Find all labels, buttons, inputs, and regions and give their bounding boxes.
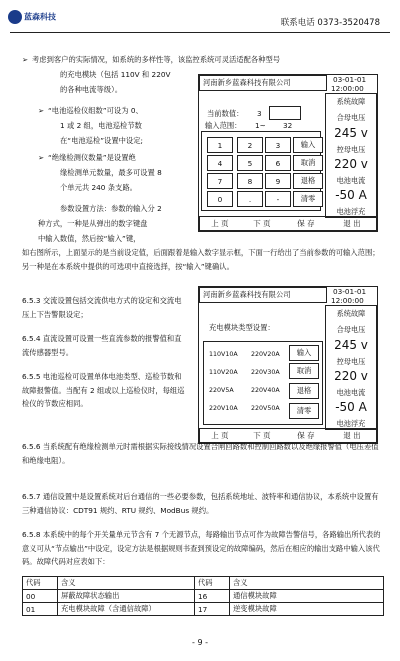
bullet-1-line-1: ➢ “电池巡检仪组数”可设为 0、 bbox=[38, 104, 143, 118]
control-voltage-value: 220 v bbox=[334, 157, 368, 171]
table-cell: 屏蔽故障状态输出 bbox=[58, 590, 195, 603]
key-6[interactable]: 6 bbox=[265, 155, 291, 171]
table-header-cell: 代码 bbox=[23, 577, 58, 590]
option-110v20a[interactable]: 110V20A bbox=[209, 369, 238, 376]
section-6-5-6: 6.5.6 当系统配有绝缘检测单元时需根据实际接线情况设置合闸回路数和控制回路数以及绝缘报警值（电压差值和绝缘电阻）。 bbox=[22, 442, 379, 465]
table-cell: 逆变模块故障 bbox=[230, 603, 384, 616]
method-line-1: 参数设置方法：参数的输入分 2 bbox=[60, 204, 162, 213]
option-110v10a[interactable]: 110V10A bbox=[209, 351, 238, 358]
backspace-button[interactable]: 退格 bbox=[293, 173, 323, 189]
section-6-5-8: 6.5.8 本系统中的每个开关量单元节含有 7 个无源节点，每路输出节点可作为故障告警信号，各路输出所代表的意义可从“节点输出”中设定，设定方法是根据规则书查到预设定的故障编码，然后在相应的输出支路中输入该代码。故障代码对应表如下： bbox=[22, 530, 381, 566]
panel-date: 03-01-01 bbox=[333, 287, 367, 296]
key-1[interactable]: 1 bbox=[207, 137, 233, 153]
key-9[interactable]: 9 bbox=[265, 173, 291, 189]
bullet-2-line-1: ➢ “绝缘检测仪数量”是设置绝 bbox=[38, 151, 136, 165]
bullet-2-line-3: 个单元共 240 条支路。 bbox=[60, 183, 137, 192]
bus-voltage-value: 245 v bbox=[334, 126, 368, 140]
panel-time: 12:00:00 bbox=[331, 296, 364, 305]
bullet-2-line-2: 缘检测单元数量，最多可设置 8 bbox=[60, 168, 162, 177]
battery-float-label: 电池浮充 bbox=[336, 419, 366, 428]
exit-key[interactable]: 退 出 bbox=[343, 431, 361, 440]
option-220v20a[interactable]: 220V20A bbox=[251, 351, 280, 358]
company-logo bbox=[8, 10, 56, 24]
intro-line-3: 的各种电流等级）。 bbox=[60, 85, 123, 94]
panel-time: 12:00:00 bbox=[331, 84, 364, 93]
option-220v30a[interactable]: 220V30A bbox=[251, 369, 280, 376]
table-header-cell: 代码 bbox=[195, 577, 230, 590]
prev-page-key[interactable]: 上 页 bbox=[211, 219, 229, 228]
clear-button[interactable]: 清零 bbox=[293, 191, 323, 207]
intro-line-2: 的充电模块（包括 110V 和 220V bbox=[60, 70, 171, 79]
logo-text: 蓝森科技 bbox=[24, 12, 56, 22]
current-value: 3 bbox=[257, 109, 262, 118]
section-6-5-7: 6.5.7 通信设置中是设置系统对后台通信的一些必要参数，包括系统地址、波特率和通信协议，本系统中设置有三种通信协议：CDT91 规约、RTU 规约、ModBus 规约。 bbox=[22, 492, 379, 515]
table-header-cell: 含义 bbox=[230, 577, 384, 590]
page-header bbox=[0, 0, 400, 36]
system-fault-label: 系统故障 bbox=[336, 309, 366, 318]
key-0[interactable]: 0 bbox=[207, 191, 233, 207]
battery-float-label: 电池浮充 bbox=[336, 207, 366, 216]
paragraph-input-methods: 如右图所示，上面显示的是当前设定值，后面跟着是输入数字显示框，下面一行给出了当前参数的可输入范围；另一种是在本系统中提供的可选项中直接选择，按“输入”键确认。 bbox=[22, 248, 380, 271]
next-page-key[interactable]: 下 页 bbox=[253, 219, 271, 228]
contact-phone: 联系电话 0373-3520478 bbox=[280, 18, 380, 28]
save-key[interactable]: 保 存 bbox=[297, 219, 315, 228]
battery-current-value: -50 A bbox=[335, 188, 367, 202]
key-4[interactable]: 4 bbox=[207, 155, 233, 171]
option-220v10a[interactable]: 220V10A bbox=[209, 405, 238, 412]
cancel-button[interactable]: 取消 bbox=[293, 155, 323, 171]
option-220v40a[interactable]: 220V40A bbox=[251, 387, 280, 394]
save-key[interactable]: 保 存 bbox=[297, 431, 315, 440]
control-voltage-label: 控母电压 bbox=[336, 145, 366, 154]
enter-button[interactable]: 输入 bbox=[289, 345, 319, 361]
bullet-arrow-icon: ➢ bbox=[38, 106, 45, 115]
range-label: 输入范围： bbox=[205, 121, 242, 130]
bus-voltage-value: 245 v bbox=[334, 338, 368, 352]
table-cell: 00 bbox=[23, 590, 58, 603]
section-6-5-4: 6.5.4 直流设置可设置一些直流参数的报警值和直流传感器型号。 bbox=[22, 334, 182, 357]
table-header-cell: 含义 bbox=[58, 577, 195, 590]
battery-current-label: 电池电流 bbox=[336, 176, 366, 185]
table-cell: 01 bbox=[23, 603, 58, 616]
prev-page-key[interactable]: 上 页 bbox=[211, 431, 229, 440]
key-2[interactable]: 2 bbox=[237, 137, 263, 153]
key-8[interactable]: 8 bbox=[237, 173, 263, 189]
page-number: - 9 - bbox=[192, 638, 208, 647]
table-cell: 通信模块故障 bbox=[230, 590, 384, 603]
battery-current-value: -50 A bbox=[335, 400, 367, 414]
control-voltage-label: 控母电压 bbox=[336, 357, 366, 366]
section-6-5-3: 6.5.3 交流设置包括交流供电方式的设定和交流电压上下告警限设定； bbox=[22, 296, 182, 319]
table-row bbox=[23, 590, 384, 603]
battery-current-label: 电池电流 bbox=[336, 388, 366, 397]
keypad-panel bbox=[198, 74, 378, 232]
next-page-key[interactable]: 下 页 bbox=[253, 431, 271, 440]
range-max: 32 bbox=[283, 121, 293, 130]
intro-line-1: ➢ 考虑到客户的实际情况，如系统的多样性等，该监控系统可灵活适配各种型号 bbox=[22, 53, 392, 67]
option-220v5a[interactable]: 220V5A bbox=[209, 387, 234, 394]
key-7[interactable]: 7 bbox=[207, 173, 233, 189]
value-input[interactable] bbox=[269, 106, 301, 120]
table-row bbox=[23, 603, 384, 616]
method-line-2: 种方式，一种是从弹出的数字键盘 bbox=[38, 219, 148, 228]
table-cell: 17 bbox=[195, 603, 230, 616]
bullet-1-line-3: 在“电池巡检”设置中设定; bbox=[60, 136, 143, 145]
table-cell: 充电模块故障（含通信故障） bbox=[58, 603, 195, 616]
cancel-button[interactable]: 取消 bbox=[289, 363, 319, 379]
system-fault-label: 系统故障 bbox=[336, 97, 366, 106]
key-minus[interactable]: - bbox=[265, 191, 291, 207]
bus-voltage-label: 合母电压 bbox=[336, 325, 366, 334]
logo-mark-icon bbox=[8, 10, 22, 24]
option-220v50a[interactable]: 220V50A bbox=[251, 405, 280, 412]
key-dot[interactable]: . bbox=[237, 191, 263, 207]
module-type-label: 充电模块类型设置： bbox=[209, 323, 275, 332]
fault-code-table bbox=[22, 576, 384, 616]
panel-company: 河南新乡蓝森科技有限公司 bbox=[203, 78, 291, 87]
section-6-5-5: 6.5.5 电池巡检可设置单体电池类型、巡检节数和故障报警值。当配有 2 组或以上巡检仪时，每组巡检仪的节数应相同。 bbox=[22, 372, 185, 408]
bullet-1-line-2: 1 或 2 组，电池巡检节数 bbox=[60, 121, 142, 130]
enter-button[interactable]: 输入 bbox=[293, 137, 323, 153]
bullet-arrow-icon: ➢ bbox=[22, 55, 29, 64]
method-line-3: 中输入数值，然后按“输入”键， bbox=[38, 234, 141, 243]
table-header-row bbox=[23, 577, 384, 590]
clear-button[interactable]: 清零 bbox=[289, 403, 319, 419]
panel-date: 03-01-01 bbox=[333, 75, 367, 84]
key-5[interactable]: 5 bbox=[237, 155, 263, 171]
module-type-panel bbox=[198, 286, 378, 444]
table-cell: 16 bbox=[195, 590, 230, 603]
bullet-arrow-icon: ➢ bbox=[38, 153, 45, 162]
panel-company: 河南新乡蓝森科技有限公司 bbox=[203, 290, 291, 299]
current-label: 当前数值： bbox=[207, 109, 244, 118]
control-voltage-value: 220 v bbox=[334, 369, 368, 383]
range-min: 1~ bbox=[255, 121, 266, 130]
header-divider bbox=[10, 32, 390, 33]
bus-voltage-label: 合母电压 bbox=[336, 113, 366, 122]
key-3[interactable]: 3 bbox=[265, 137, 291, 153]
backspace-button[interactable]: 退格 bbox=[289, 383, 319, 399]
exit-key[interactable]: 退 出 bbox=[343, 219, 361, 228]
